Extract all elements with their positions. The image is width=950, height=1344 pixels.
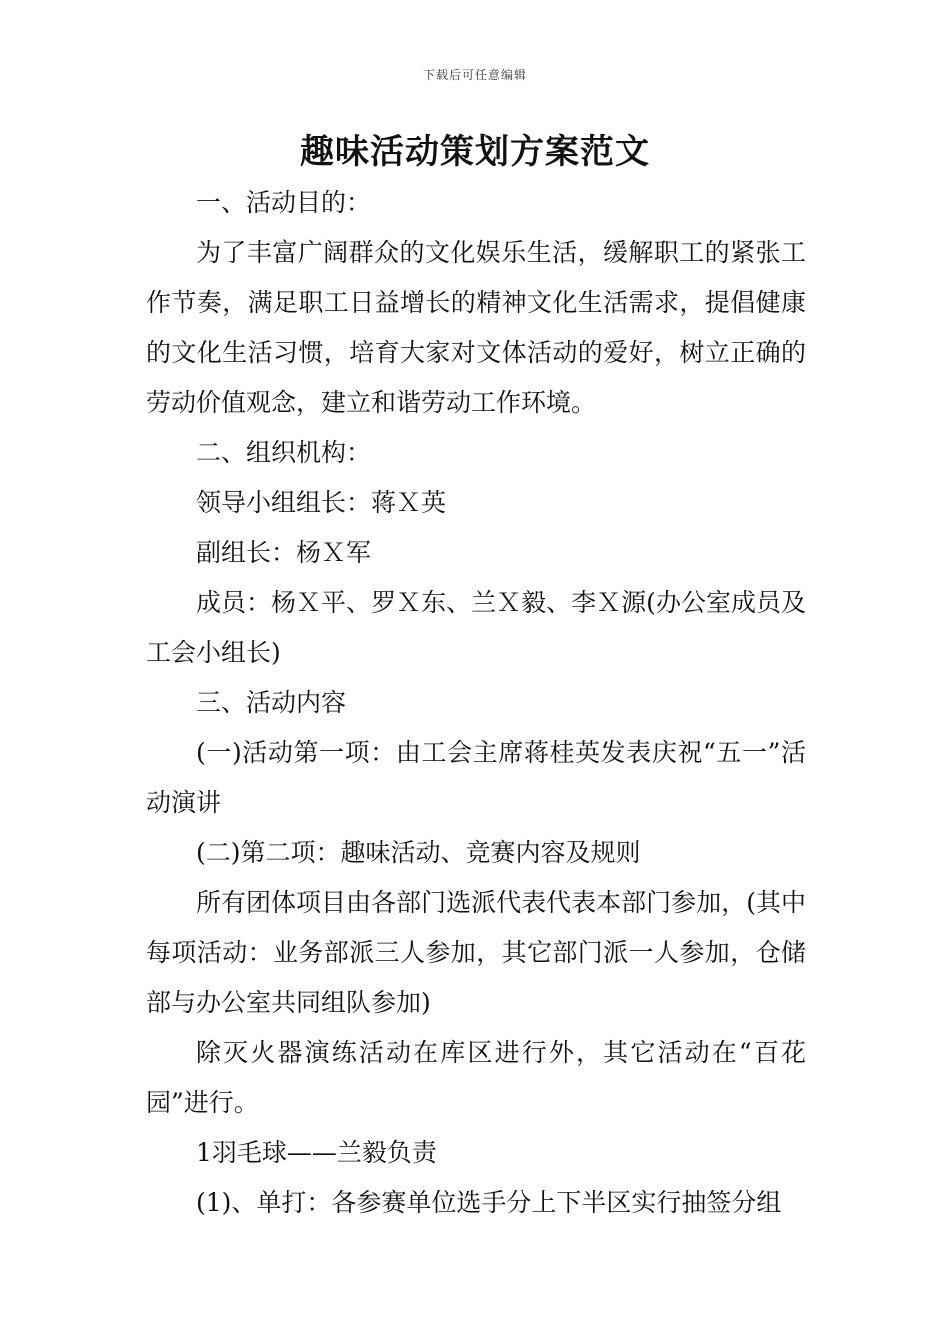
badminton-heading: 1羽毛球——兰毅负责 [196, 1138, 437, 1167]
singles-rule-line: (1)、单打：各参赛单位选手分上下半区实行抽签分组 [196, 1188, 782, 1217]
document-title: 趣味活动策划方案范文 [300, 132, 650, 172]
venue-paragraph: 除灭火器演练活动在库区进行外，其它活动在“百花园”进行。 [146, 1038, 806, 1117]
deputy-leader-line: 副组长：杨Ｘ军 [196, 538, 372, 567]
purpose-paragraph: 为了丰富广阔群众的文化娱乐生活，缓解职工的紧张工作节奏，满足职工日益增长的精神文化生活需求，提倡健康的文化生活习惯，培育大家对文体活动的爱好，树立正确的劳动价值观念，建立和谐劳动工作环境。 [146, 238, 806, 417]
team-rules-paragraph: 所有团体项目由各部门选派代表代表本部门参加，(其中每项活动：业务部派三人参加，其它部门派一人参加，仓储部与办公室共同组队参加) [146, 888, 806, 1017]
section-heading-purpose: 一、活动目的： [196, 188, 372, 217]
document-body [146, 178, 806, 1228]
section-heading-organization: 二、组织机构： [196, 438, 372, 467]
page-header-note: 下载后可任意编辑 [422, 68, 527, 82]
item-two-heading: (二)第二项：趣味活动、竞赛内容及规则 [196, 838, 641, 867]
item-one-paragraph: (一)活动第一项：由工会主席蒋桂英发表庆祝“五一”活动演讲 [146, 738, 806, 817]
section-heading-content: 三、活动内容 [196, 688, 347, 717]
leader-line: 领导小组组长：蒋Ｘ英 [196, 488, 447, 517]
members-line: 成员：杨Ｘ平、罗Ｘ东、兰Ｘ毅、李Ｘ源(办公室成员及工会小组长) [146, 588, 806, 667]
